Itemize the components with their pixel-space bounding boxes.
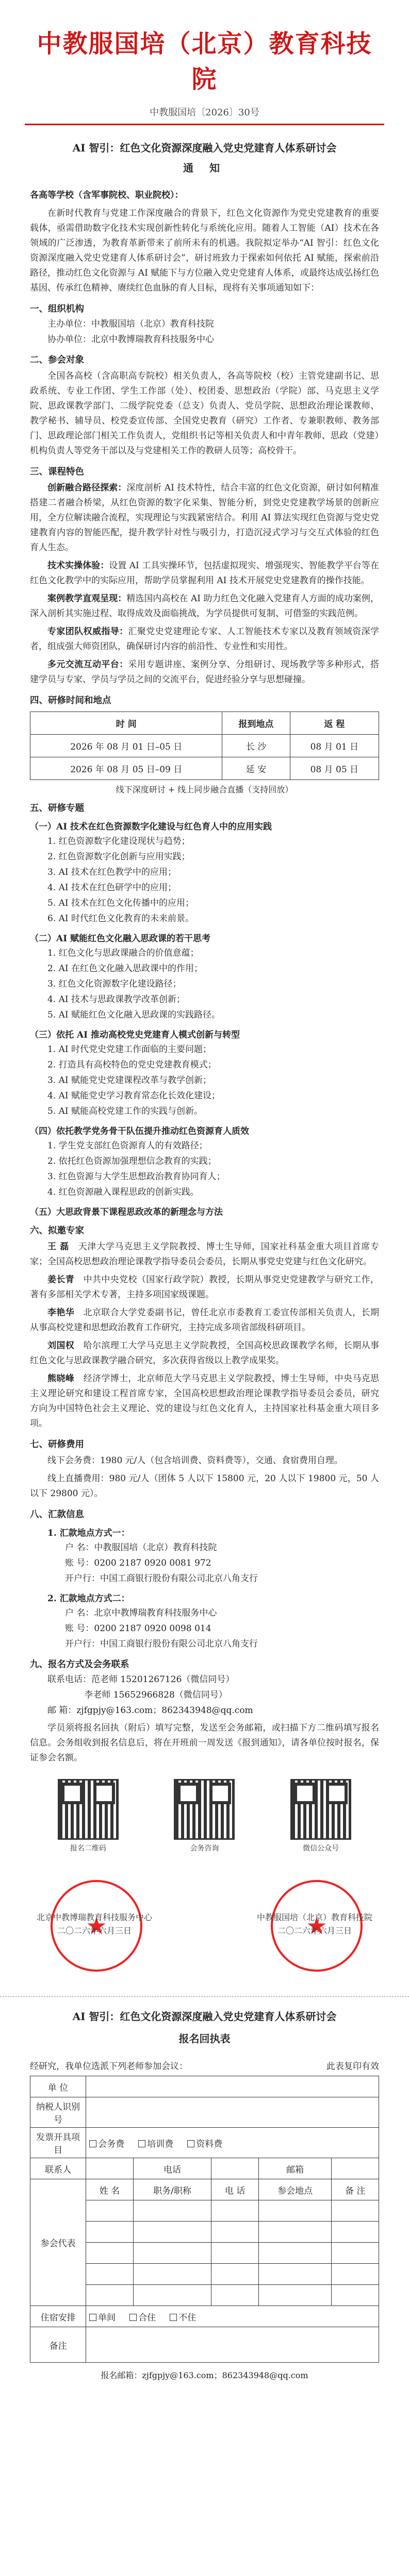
unit-field[interactable] [86,2076,379,2097]
table-row [30,757,379,780]
qr-code-row [30,1779,379,1853]
form-cell[interactable] [211,2200,259,2222]
feature-item [30,591,379,621]
invoice-options [86,2128,379,2158]
feature-item [30,657,379,687]
form-cell[interactable] [86,2243,134,2264]
form-cell[interactable] [211,2243,259,2264]
topic-item: 1. 红色资源数字化建设现状与趋势； [47,836,190,846]
cut-line [0,1996,409,1997]
form-col-header: 电 话 [211,2179,259,2200]
form-label: 备注 [30,2327,86,2363]
qr-code-icon [174,1779,235,1840]
org-header: 中教服国培（北京）教育科技院 [37,29,372,94]
expert-item [30,1338,379,1368]
tax-id-field[interactable] [86,2097,379,2128]
co-host-unit: 协办单位：北京中教博瑞教育科技服务中心 [47,334,214,345]
expert-bio: 经济学博士，北京师范大学马克思主义学院教授、博士生导师，中央马克思主义理论研究和建设工程首席专家，全国高校思想政治理论课教学指导委员会委员，研究方向为中国特色社会主义理论、党的建设与红色文化育人，主持国家社科基金重大项目多项。 [30,1374,380,1429]
experts-list [30,1240,379,1431]
form-cell[interactable] [86,2222,134,2243]
option-label: 不住 [178,2312,197,2323]
feature-tag: 专家团队权威指导： [47,626,128,637]
form-cell[interactable] [86,2285,134,2306]
expert-bio: 中共中央党校（国家行政学院）教授，长期从事党史党建教学与研究工作，著有多部相关学术专著，主持多项国家级课题。 [30,1275,380,1300]
topic-item: 5. AI 技术在红色文化传播中的应用； [47,898,194,908]
topic-module-heading: （一）AI 技术在红色资源数字化建设与红色育人中的应用实践 [30,822,272,832]
form-cell[interactable] [133,2222,211,2243]
form-col-header: 备 注 [332,2179,379,2200]
form-cell[interactable] [133,2200,211,2222]
topic-item: 6. AI 时代红色文化教育的未来前景。 [47,913,194,924]
checkbox-icon[interactable] [89,2140,96,2147]
form-cell[interactable] [258,2200,332,2222]
expert-bio: 北京联合大学党委副书记，曾任北京市委教育工委宣传部相关负责人，长期从事高校党建和思想政治教育工作研究，主持完成多项省部级科研项目。 [30,1308,380,1333]
qr-label: 微信公众号 [303,1844,339,1853]
payment-a-line: 开户行：中国工商银行股份有限公司北京八角支行 [65,1573,258,1584]
payment-a-line: 户 名：中教服国培（北京）教育科技院 [65,1543,217,1553]
remark-field[interactable] [86,2327,379,2363]
form-cell[interactable] [332,2264,379,2285]
schedule-header-place: 报到地点 [222,712,290,735]
phone-field[interactable] [211,2158,259,2179]
form-label: 发票开具项目 [30,2128,86,2158]
section-registration-title: 九、报名方式及会务联系 [30,1659,129,1670]
form-cell[interactable] [86,2264,134,2285]
topic-item: 1. AI 时代党史党建工作面临的主要问题； [47,1044,212,1055]
payment-b-line: 账 号：0200 2187 0920 0098 014 [65,1623,211,1634]
notice-subtitle: 通 知 [183,162,226,174]
email-field[interactable] [332,2158,379,2179]
qr-code-icon [58,1779,119,1840]
expert-name: 姜长青 [47,1275,75,1285]
contact-phone-1: 联系电话：范老师 15201267126（微信同号） [47,1674,235,1685]
form-footer-email: 报名邮箱：zjfgpjy@163.com；862343948@qq.com [101,2370,308,2380]
feature-text: 采用专题讲座、案例分享、分组研讨、现场教学等多种形式，搭建学员与专家、学员与学员之间的交流平台，促进经验分享与思想碰撞。 [30,659,379,685]
section-participants-title: 二、参会对象 [30,355,84,365]
form-cell[interactable] [258,2264,332,2285]
red-divider [25,124,384,125]
topic-item: 3. AI 赋能党史党建课程改革与教学创新； [47,1075,212,1086]
form-cell[interactable] [211,2222,259,2243]
official-seal-left [30,1875,159,1978]
topic-item: 4. AI 技术在红色研学中的应用； [47,883,177,893]
expert-item [30,1240,379,1269]
schedule-cell: 2026 年 08 月 01 日–05 日 [30,735,222,757]
registration-form-table [30,2076,379,2363]
qr-code-consult[interactable] [173,1779,235,1853]
schedule-cell: 长 沙 [222,735,290,757]
topic-item: 4. AI 技术与思政课教学改革创新； [47,994,186,1005]
qr-code-wechat[interactable] [290,1779,352,1853]
topics-list [30,819,379,1217]
document-number: 中教服国培〔2026〕30号 [150,107,259,118]
schedule-note: 线下深度研讨 + 线上同步融合直播（支持回放） [116,785,293,794]
expert-item [30,1371,379,1431]
form-cell[interactable] [133,2264,211,2285]
participants-text: 全国各高校（含高职高专院校）相关负责人，各高等院校（校）主管党建副书记、思政系统、专业工作团、学生工作部（处）、校团委、思想政治（学院）部、马克思主义学院、思政课教学部门、二级学院党委（总支）负责人、党员学院、思想政治理论课教师、教学秘书、辅导员、校党委宣传部、全国党史教育（研究）工作者、专兼职教师、教务部门、思政理论部门相关工作负责人，党组织书记等相关负责人和中青年教师、思政（党建）机构负责人等党务干部以及与党建相关工作的教研人员等；高校骨干。 [30,371,379,456]
form-label: 联系人 [30,2158,86,2179]
topic-item: 4. AI 赋能党史学习教育常态化长效化建设； [47,1091,221,1101]
feature-item [30,481,379,555]
topic-item: 2. 依托红色资源加强理想信念教育的实践； [47,1156,217,1166]
form-title: AI 智引：红色文化资源深度融入党史党建育人体系研讨会 [72,2010,337,2023]
schedule-table [30,711,379,780]
form-cell[interactable] [332,2200,379,2222]
expert-item [30,1273,379,1302]
topic-item: 1. 红色文化与思政课融合的价值意蕴； [47,948,199,958]
feature-tag: 技术实操体验： [47,561,109,571]
topic-item: 2. 红色资源数字化创新与应用实践； [47,852,190,862]
official-seal-right [250,1875,379,1978]
seal-unit: 北京中教博瑞教育科技服务中心 [36,1912,152,1922]
seal-unit: 中教服国培（北京）教育科技院 [256,1912,372,1922]
payment-b-line: 开户行：中国工商银行股份有限公司北京八角支行 [65,1639,258,1649]
payment-method-b-title: 2. 汇款地点方式二： [47,1594,130,1604]
feature-text: 汇聚党史党建理论专家、人工智能技术专家以及教育领域资深学者，组成强大师资团队，确保研讨内容的前沿性、专业性和实用性。 [30,626,379,652]
salutation: 各高等学校（含军事院校、职业院校）： [30,190,184,200]
contact-phone-2: 李老师 15652966828（微信同号） [84,1690,227,1700]
topic-item: 2. AI 在红色文化融入思政课中的作用； [47,963,203,974]
form-label: 邮箱 [258,2158,332,2179]
intro-paragraph: 在新时代教育与党建工作深度融合的背景下，红色文化资源作为党史党建教育的重要载体，亟需借助数字化技术实现创新性转化与系统化应用。随着人工智能（AI）技术在各领域的广泛渗透，为教育革新带来了前所未有的机遇。我院拟定举办“AI 智引：红色文化资源深度融入党史党建育人体系研讨会”，研讨班致力于探索如何依托 AI 赋能，探索前沿路径，推动红色文化资源与 AI 赋能下与方位融入党史党建育人体系，或最终达成弘扬红色基因、传承红色精神、赓续红色血脉的育人目标，现将有关事项通知如下： [30,208,379,293]
topic-module-heading: （五）大思政背景下课程思政改革的新理念与方法 [30,1207,223,1217]
option-label: 单间 [98,2312,116,2323]
form-col-header: 职务/职称 [133,2179,211,2200]
option-label: 培训费 [147,2139,174,2149]
host-unit: 主办单位：中教服国培（北京）教育科技院 [47,319,214,329]
option-label: 合住 [138,2312,156,2323]
expert-item [30,1306,379,1335]
feature-tag: 多元交流互动平台： [47,659,128,670]
expert-name: 熊晓峰 [47,1374,75,1384]
option-label: 会务费 [98,2139,125,2149]
checkbox-icon[interactable] [89,2314,96,2321]
contact-email: 邮 箱：zjfgpjy@163.com；862343948@qq.com [47,1705,253,1716]
section-topics-title: 五、研修专题 [30,803,84,814]
checkbox-icon[interactable] [187,2140,194,2147]
schedule-header-return: 返 程 [290,712,379,735]
form-col-header: 姓 名 [86,2179,134,2200]
form-col-header: 参会地点 [258,2179,332,2200]
payment-method-a-title: 1. 汇款地点方式一： [47,1528,130,1538]
feature-tag: 案例教学直观呈现： [47,594,127,604]
contact-field[interactable] [86,2158,134,2179]
form-label: 住宿安排 [30,2306,86,2327]
payment-b-line: 户 名：北京中教博瑞教育科技服务中心 [65,1608,217,1618]
form-label: 电话 [133,2158,211,2179]
schedule-cell: 2026 年 08 月 05 日–09 日 [30,757,222,780]
form-label: 参会代表 [30,2179,86,2306]
qr-label: 报名二维码 [70,1844,106,1853]
form-left-label: 经研究，我单位选派下列老师参加会议： [30,2061,188,2072]
feature-item [30,558,379,588]
section-payment-title: 八、汇款信息 [30,1510,84,1520]
qr-code-registration[interactable] [57,1779,119,1853]
seal-date: 二〇二六年六月三日 [277,1926,352,1936]
topic-item: 2. 打造具有高校特色的党史党建教育模式； [47,1060,217,1070]
qr-code-icon [290,1779,351,1840]
option-label: 资料费 [196,2139,223,2149]
topic-module-heading: （二）AI 赋能红色文化融入思政课的若干思考 [30,934,211,944]
checkbox-icon[interactable] [129,2314,137,2321]
topic-module-heading: （四）依托教学党务骨干队伍提升推动红色资源育人质效 [30,1126,249,1137]
form-cell[interactable] [258,2243,332,2264]
form-cell[interactable] [133,2285,211,2306]
topic-item: 3. AI 技术在红色教学中的应用； [47,867,177,877]
registration-note: 学员须将报名回执（附后）填写完整，发送至会务邮箱，或扫描下方二维码填写报名信息。会务组收到报名信息后，将在开班前一周发送《报到通知》，请各单位按时报名，保证参会名额。 [30,1723,379,1763]
section-schedule-title: 四、研修时间和地点 [30,696,111,706]
form-cell[interactable] [211,2285,259,2306]
qr-label: 会务咨询 [190,1844,219,1853]
schedule-cell: 08 月 01 日 [290,735,379,757]
seal-date: 二〇二六年六月三日 [57,1926,132,1936]
topic-item: 3. 红色文化资源数字化建设路径； [47,979,182,989]
feature-text: 精选国内高校在 AI 助力红色文化融入党建育人方面的成功案例，深入剖析其实施过程、取得成效及面临挑战，为学员提供可复制、可借鉴的实践范例。 [30,594,379,619]
schedule-header-time: 时 间 [30,712,222,735]
topic-item: 5. AI 赋能高校党建工作的实践与创新。 [47,1106,203,1116]
form-cell[interactable] [86,2200,134,2222]
feature-text: 深度剖析 AI 技术特性，结合丰富的红色文化资源，研讨如何精准搭建二者融合桥梁，从红色资源的数字化采集、智能分析，到党史党建教学场景的创新应用，全方位解读融合流程，实现理论与实践紧密结合。利用 AI 算法实现红色资源与党史党建教育内容的智能匹配，提升教学针对性与吸引力，打造沉浸式学习与交互式体验的红色育人生态。 [30,483,379,553]
topic-item: 1. 学生党支部红色资源育人的有效路径； [47,1141,208,1151]
form-label: 单 位 [30,2076,86,2097]
form-cell[interactable] [332,2222,379,2243]
form-cell[interactable] [258,2285,332,2306]
section-fees-title: 七、研修费用 [30,1439,84,1450]
notice-title: AI 智引：红色文化资源深度融入党史党建育人体系研讨会 [72,142,337,154]
section-organization-title: 一、组织机构 [30,304,84,314]
offline-fee: 线下会务费：1980 元/人（包含培训费、资料费等），交通、食宿费用自理。 [47,1455,343,1466]
schedule-cell: 08 月 05 日 [290,757,379,780]
expert-name: 刘国权 [47,1341,75,1351]
form-header-row [30,2059,379,2072]
checkbox-icon[interactable] [138,2140,145,2147]
online-fee: 线上直播费用：980 元/人（团体 5 人以下 15800 元，20 人以下 19800 元，50 人以下 29800 元）。 [30,1473,379,1499]
form-cell[interactable] [211,2264,259,2285]
accommodation-options [86,2306,379,2327]
form-cell[interactable] [332,2285,379,2306]
table-row [30,735,379,757]
expert-bio: 天津大学马克思主义学院教授、博士生导师，国家社科基金重大项目首席专家；全国高校思想政治理论课教学指导委员会委员，长期从事党史党建与红色文化研究。 [30,1242,380,1267]
expert-bio: 哈尔滨理工大学马克思主义学院教授，全国高校思政课教学名师，长期从事红色文化与思政课教学融合研究，多次获得省级以上教学成果奖。 [30,1341,380,1366]
topic-item: 4. 红色资源融入课程思政的创新实践。 [47,1187,199,1197]
form-cell[interactable] [332,2243,379,2264]
checkbox-icon[interactable] [170,2314,177,2321]
form-label: 纳税人识别号 [30,2097,86,2128]
topic-module-heading: （三）依托 AI 推动高校党史党建育人模式创新与转型 [30,1030,240,1040]
form-right-label: 此表复印有效 [326,2061,379,2072]
section-experts-title: 六、拟邀专家 [30,1226,84,1236]
topic-item: 3. 红色资源与大学生思想政治教育协同育人； [47,1172,225,1182]
feature-text: 设置 AI 工具实操环节，包括虚拟现实、增强现实、智能教学平台等在红色文化教学中的实际应用，帮助学员掌握利用 AI 技术开展党史党建教育的操作技能。 [30,561,379,586]
schedule-cell: 延 安 [222,757,290,780]
section-features-title: 三、课程特色 [30,467,84,477]
feature-item [30,624,379,654]
topic-item: 5. AI 赋能红色文化融入思政课的实践路径。 [47,1010,221,1020]
expert-name: 李艳华 [47,1308,75,1318]
seal-row [30,1875,379,1978]
payment-a-line: 账 号：0200 2187 0920 0081 972 [65,1558,211,1568]
features-list [30,481,379,687]
expert-name: 王 磊 [47,1242,70,1252]
feature-tag: 创新融合路径探索： [47,483,127,493]
form-cell[interactable] [258,2222,332,2243]
form-subtitle: 报名回执表 [178,2032,231,2045]
form-cell[interactable] [133,2243,211,2264]
